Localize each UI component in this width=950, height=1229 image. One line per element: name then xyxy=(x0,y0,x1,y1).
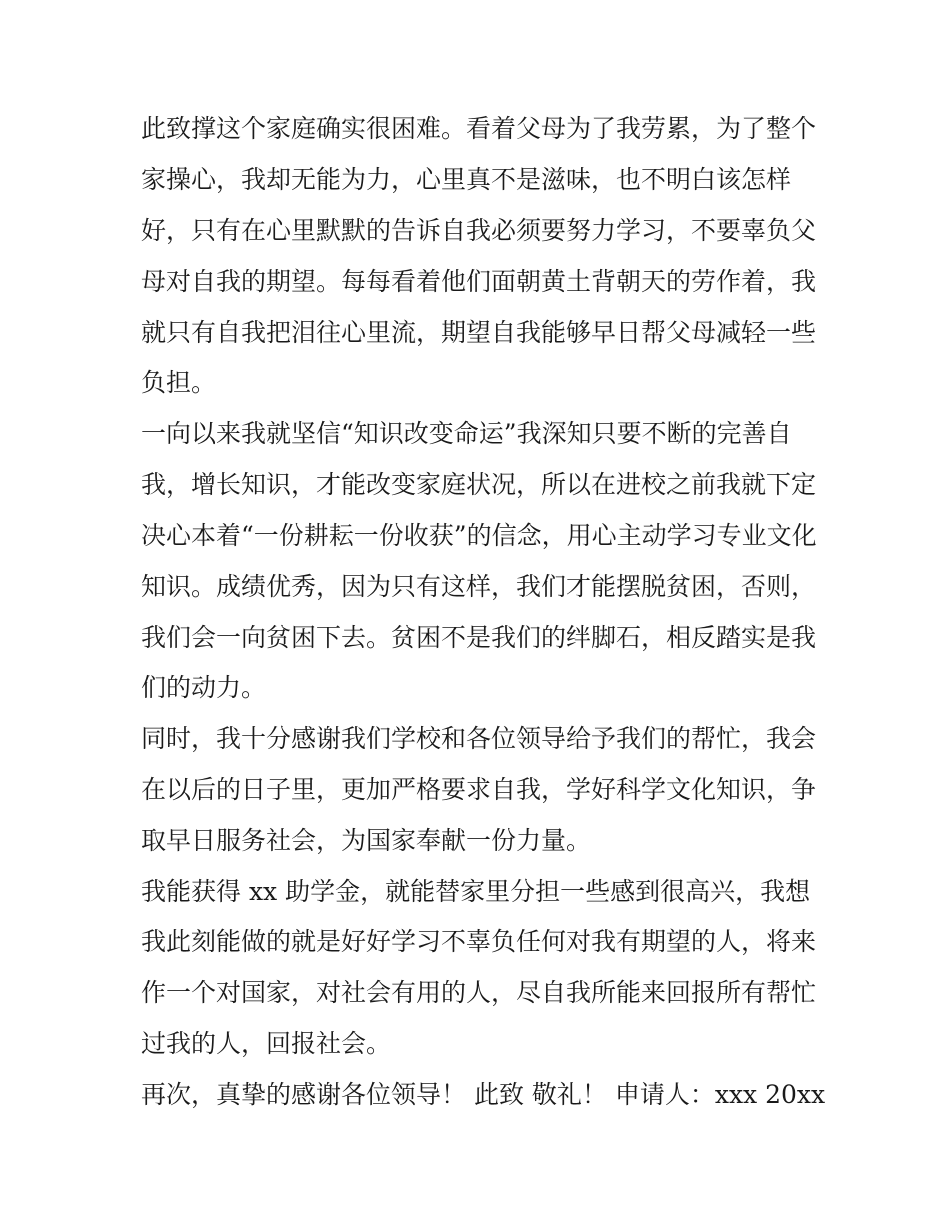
text-line: 同时，我十分感谢我们学校和各位领导给予我们的帮忙，我会 xyxy=(141,724,817,753)
text-line: 就只有自我把泪往心里流，期望自我能够早日帮父母减轻一些 xyxy=(141,318,817,347)
text-line: 取早日服务社会，为国家奉献一份力量。 xyxy=(141,826,592,855)
text-line: 们的动力。 xyxy=(141,673,267,702)
text-line: 好，只有在心里默默的告诉自我必须要努力学习，不要辜负父 xyxy=(141,216,817,245)
text-line: 知识。成绩优秀，因为只有这样，我们才能摆脱贫困，否则， xyxy=(141,572,817,601)
text-line: 负担。 xyxy=(141,368,217,397)
text-line: 决心本着“一份耕耘一份收获”的信念，用心主动学习专业文化 xyxy=(141,521,817,550)
text-line: 母对自我的期望。每每看着他们面朝黄土背朝天的劳作着，我 xyxy=(141,267,817,296)
text-line: 我们会一向贫困下去。贫困不是我们的绊脚石，相反踏实是我 xyxy=(141,623,817,652)
text-line: 一向以来我就坚信“知识改变命运”我深知只要不断的完善自 xyxy=(141,419,792,448)
text-line: 在以后的日子里，更加严格要求自我，学好科学文化知识，争 xyxy=(141,775,817,804)
text-line: 我能获得 xx 助学金，就能替家里分担一些感到很高兴，我想 xyxy=(141,877,811,906)
text-line: 此致撑这个家庭确实很困难。看着父母为了我劳累，为了整个 xyxy=(141,114,817,143)
text-line: 再次，真挚的感谢各位领导！ 此致 敬礼！ 申请人：xxx 20xx xyxy=(141,1080,826,1109)
text-line: 过我的人，回报社会。 xyxy=(141,1029,392,1058)
text-line: 我，增长知识，才能改变家庭状况，所以在进校之前我就下定 xyxy=(141,470,817,499)
text-line: 我此刻能做的就是好好学习不辜负任何对我有期望的人，将来 xyxy=(141,927,817,956)
text-line: 作一个对国家，对社会有用的人，尽自我所能来回报所有帮忙 xyxy=(141,978,817,1007)
text-line: 家操心，我却无能为力，心里真不是滋味，也不明白该怎样 xyxy=(141,165,792,194)
